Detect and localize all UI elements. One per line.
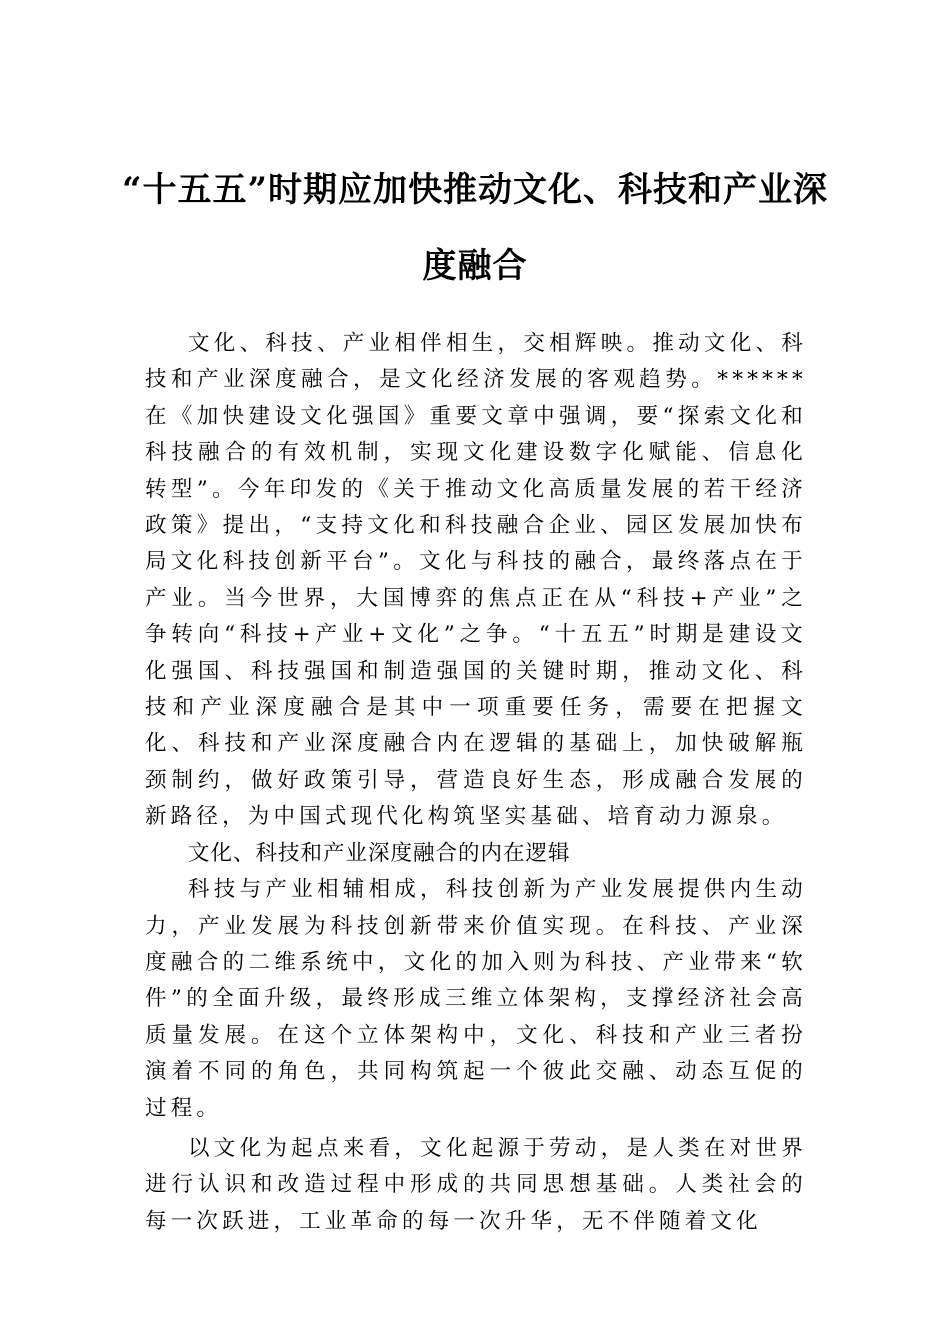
- document-title: “十五五”时期应加快推动文化、科技和产业深度融合: [121, 170, 829, 286]
- intro-paragraph: 文化、科技、产业相伴相生，交相辉映。推动文化、科技和产业深度融合，是文化经济发展的客观趋势。******在《加快建设文化强国》重要文章中强调，要“探索文化和科技融合的有效机制，实现文化建设数字化赋能、信息化转型”。今年印发的《关于推动文化高质量发展的若干经济政策》提出，“支持文化和科技融合企业、园区发展加快布局文化科技创新平台”。文化与科技的融合，最终落点在于产业。当今世界，大国博弈的焦点正在从“科技+产业”之争转向“科技+产业+文化”之争。“十五五”时期是建设文化强国、科技强国和制造强国的关键时期，推动文化、科技和产业深度融合是其中一项重要任务，需要在把握文化、科技和产业深度融合内在逻辑的基础上，加快破解瓶颈制约，做好政策引导，营造良好生态，形成融合发展的新路径，为中国式现代化构筑坚实基础、培育动力源泉。: [145, 331, 807, 830]
- section-heading: 文化、科技和产业深度融合的内在逻辑: [188, 840, 571, 866]
- section-paragraph-2: 以文化为起点来看，文化起源于劳动，是人类在对世界进行认识和改造过程中形成的共同思想基础。人类社会的每一次跃进，工业革命的每一次升华，无不伴随着文化: [145, 1135, 807, 1234]
- section-paragraph-1: 科技与产业相辅相成，科技创新为产业发展提供内生动力，产业发展为科技创新带来价值实现。在科技、产业深度融合的二维系统中，文化的加入则为科技、产业带来“软件”的全面升级，最终形成三维立体架构，支撑经济社会高质量发展。在这个立体架构中，文化、科技和产业三者扮演着不同的角色，共同构筑起一个彼此交融、动态互促的过程。: [145, 877, 807, 1121]
- document-body: [145, 326, 807, 1240]
